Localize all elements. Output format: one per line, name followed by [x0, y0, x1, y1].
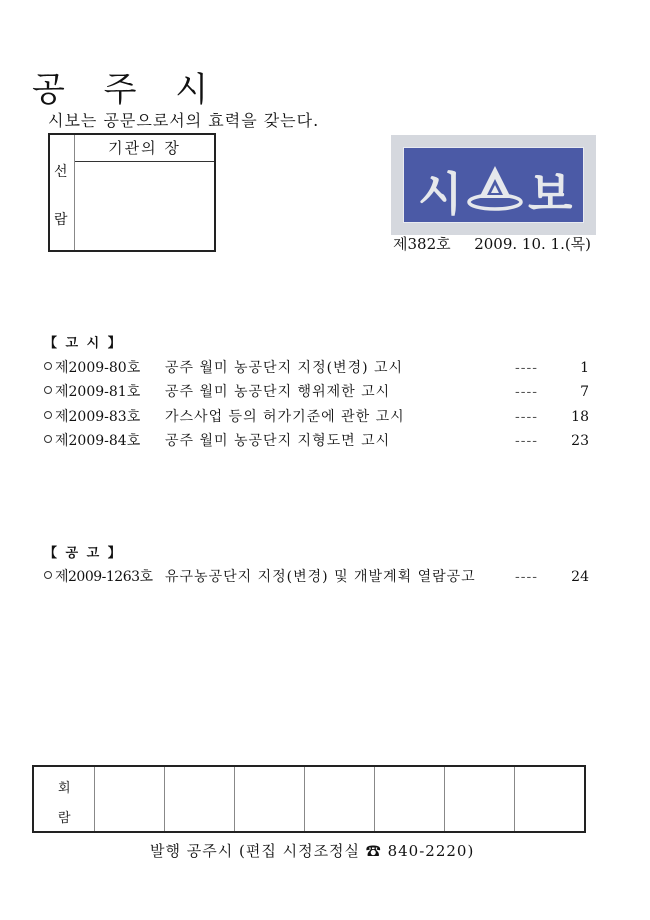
item-number: 제2009-1263호: [55, 569, 153, 585]
issue-number: 제382호: [393, 235, 451, 253]
list-item[interactable]: [44, 358, 589, 378]
list-item[interactable]: [44, 407, 589, 427]
bullet-circle-icon: [44, 386, 52, 394]
item-title: 가스사업 등의 허가기준에 관한 고시: [165, 409, 405, 425]
issue-info: [393, 233, 591, 254]
sibo-logo: [391, 135, 596, 235]
item-page: 24: [571, 569, 589, 585]
review-signature-cell[interactable]: [165, 767, 235, 831]
section-heading-notices: 【 고 시 】: [44, 336, 123, 351]
item-number: 제2009-83호: [55, 409, 141, 425]
approval-header: 기관의 장: [75, 135, 214, 162]
section-heading-announcements: 【 공 고 】: [44, 546, 123, 561]
item-page: 18: [571, 409, 589, 425]
list-item[interactable]: [44, 431, 589, 451]
item-title: 공주 월미 농공단지 지정(변경) 고시: [165, 360, 404, 376]
review-label-bottom: 람: [58, 811, 71, 826]
review-table: [32, 765, 586, 833]
item-page: 7: [580, 384, 589, 400]
item-number: 제2009-81호: [55, 384, 141, 400]
review-signature-cell[interactable]: [375, 767, 445, 831]
review-signature-cell[interactable]: [305, 767, 375, 831]
review-label-cell: [34, 767, 95, 831]
item-page: 1: [580, 360, 589, 376]
item-number: 제2009-84호: [55, 433, 141, 449]
list-item[interactable]: [44, 567, 589, 587]
review-signature-cell[interactable]: [95, 767, 165, 831]
item-leader: ----: [515, 433, 538, 449]
item-title: 유구농공단지 지정(변경) 및 개발계획 열람공고: [165, 569, 476, 585]
review-label-top: 회: [58, 781, 71, 796]
logo-left-char: 시: [418, 167, 463, 221]
approval-box: [48, 133, 216, 252]
issue-date: 2009. 10. 1.(목): [474, 235, 592, 253]
page-title: 공 주 시: [32, 70, 223, 110]
review-signature-cell[interactable]: [235, 767, 305, 831]
mountain-ring-icon: [466, 162, 524, 214]
item-title: 공주 월미 농공단지 지형도면 고시: [165, 433, 391, 449]
bullet-circle-icon: [44, 411, 52, 419]
item-title: 공주 월미 농공단지 행위제한 고시: [165, 384, 391, 400]
review-signature-cell[interactable]: [445, 767, 515, 831]
publisher-footer: 발행 공주시 (편집 시정조정실 ☎ 840-2220): [150, 842, 475, 860]
bullet-circle-icon: [44, 435, 52, 443]
item-leader: ----: [515, 569, 538, 585]
logo-inner-panel: [403, 147, 584, 223]
item-leader: ----: [515, 384, 538, 400]
list-item[interactable]: [44, 382, 589, 402]
page-subtitle: 시보는 공문으로서의 효력을 갖는다.: [48, 111, 320, 130]
approval-side-label-bottom: 람: [54, 212, 68, 228]
review-signature-cell[interactable]: [515, 767, 584, 831]
item-leader: ----: [515, 409, 538, 425]
logo-right-char: 보: [528, 167, 573, 221]
item-page: 23: [571, 433, 589, 449]
item-leader: ----: [515, 360, 538, 376]
bullet-circle-icon: [44, 571, 52, 579]
approval-side-column: [50, 135, 75, 250]
item-number: 제2009-80호: [55, 360, 141, 376]
approval-side-label-top: 선: [54, 164, 68, 180]
bullet-circle-icon: [44, 362, 52, 370]
